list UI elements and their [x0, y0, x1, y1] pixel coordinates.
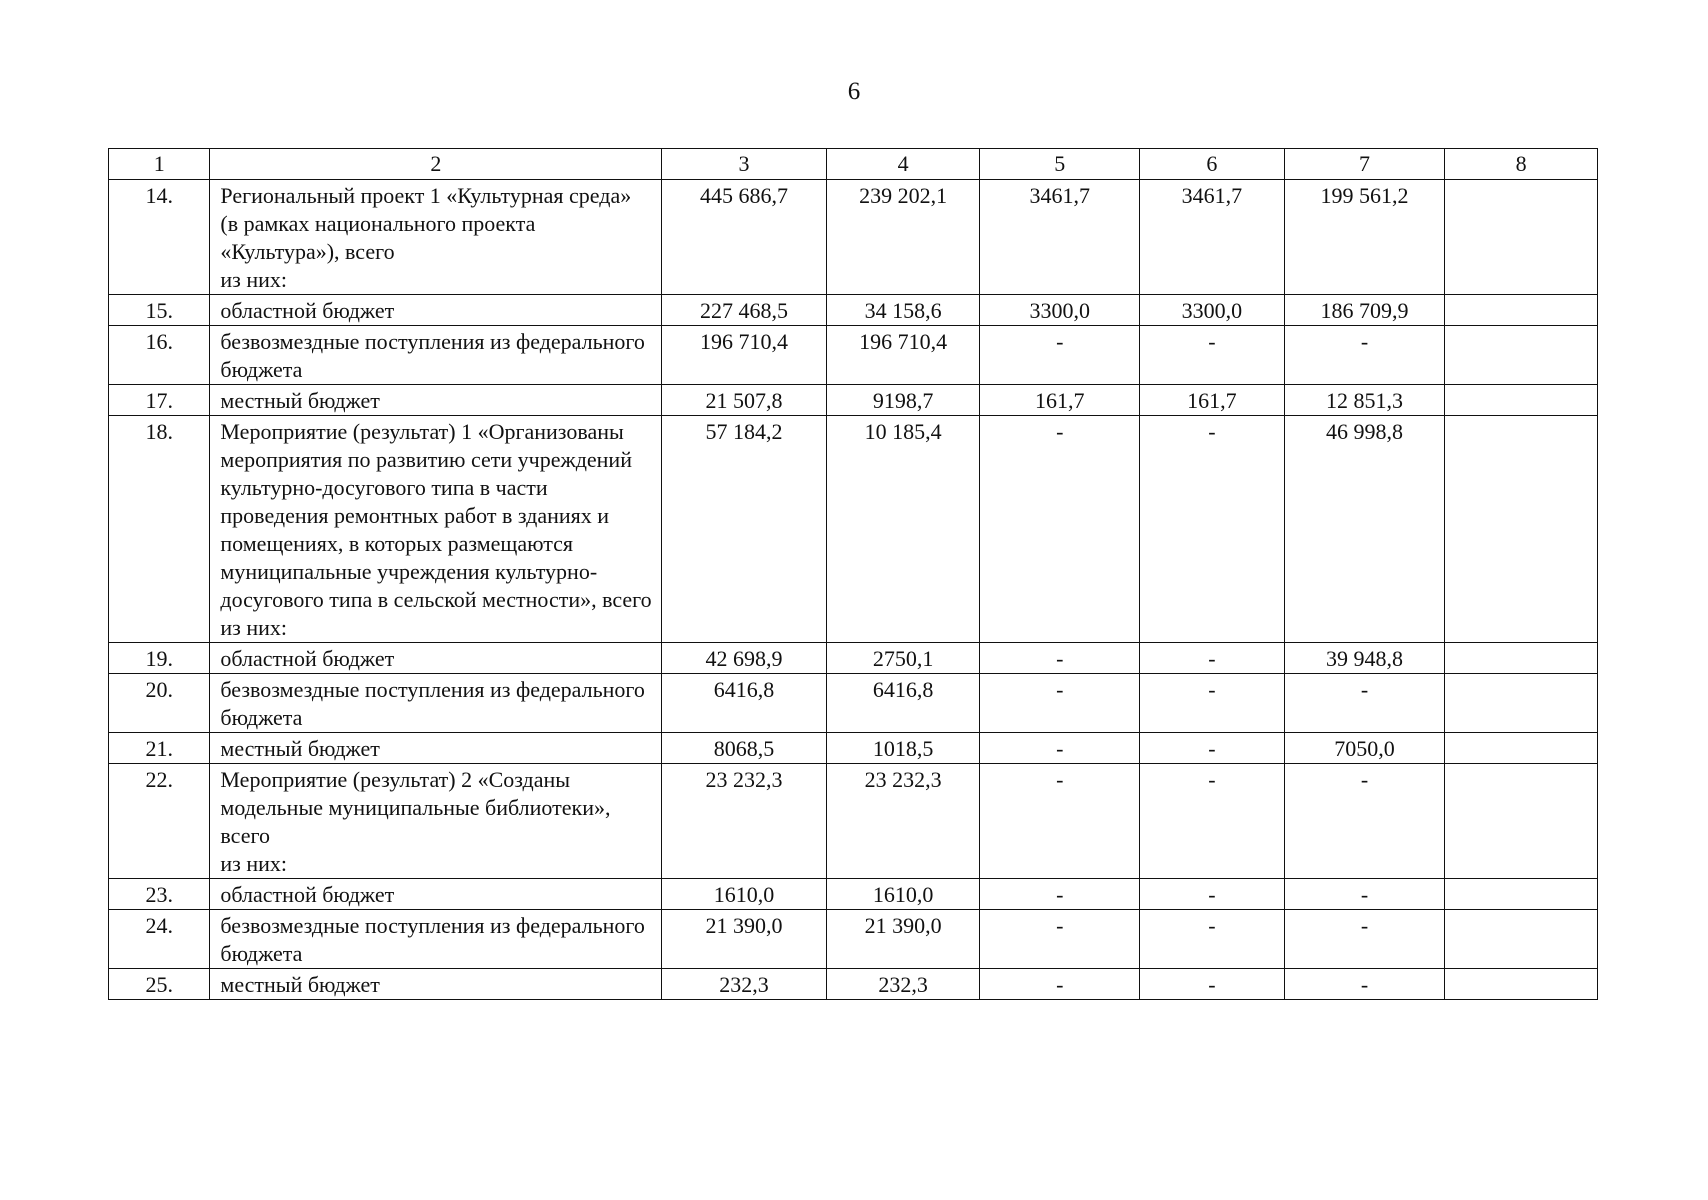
row-number-cell: 25.: [109, 969, 210, 1000]
table-row: [109, 969, 1598, 1000]
item-name-cell: Мероприятие (результат) 1 «Организованы мероприятия по развитию сети учреждений культурно-досугового типа в части проведения ремонтных работ в зданиях и помещениях, в которых размещаются муниципальные учреждения культурно-досугового типа в сельской местности», всего из них:: [210, 416, 662, 643]
col6-value-cell: -: [1140, 674, 1285, 733]
col5-value-cell: -: [980, 416, 1140, 643]
col4-value-cell: 23 232,3: [826, 764, 980, 879]
col3-value-cell: 57 184,2: [662, 416, 827, 643]
col8-value-cell: [1445, 385, 1598, 416]
item-name-cell: местный бюджет: [210, 969, 662, 1000]
col3-value-cell: 23 232,3: [662, 764, 827, 879]
col4-value-cell: 239 202,1: [826, 180, 980, 295]
budget-table: [108, 148, 1598, 1000]
col3-value-cell: 227 468,5: [662, 295, 827, 326]
table-row: [109, 910, 1598, 969]
item-name-cell: областной бюджет: [210, 879, 662, 910]
row-number-cell: 21.: [109, 733, 210, 764]
col8-value-cell: [1445, 643, 1598, 674]
col7-value-cell: -: [1284, 969, 1445, 1000]
col7-value-cell: 12 851,3: [1284, 385, 1445, 416]
table-row: [109, 416, 1598, 643]
col6-value-cell: -: [1140, 879, 1285, 910]
col6-value-cell: -: [1140, 764, 1285, 879]
table-row: [109, 643, 1598, 674]
item-name-cell: безвозмездные поступления из федерального бюджета: [210, 910, 662, 969]
col7-value-cell: -: [1284, 879, 1445, 910]
col8-value-cell: [1445, 910, 1598, 969]
budget-table-body: [109, 149, 1598, 1000]
item-name-cell: местный бюджет: [210, 385, 662, 416]
col7-value-cell: -: [1284, 326, 1445, 385]
row-number-cell: 14.: [109, 180, 210, 295]
col3-value-cell: 21 390,0: [662, 910, 827, 969]
col5-value-cell: -: [980, 910, 1140, 969]
col3-value-cell: 232,3: [662, 969, 827, 1000]
row-number-cell: 23.: [109, 879, 210, 910]
col4-value-cell: 196 710,4: [826, 326, 980, 385]
col4-value-cell: 232,3: [826, 969, 980, 1000]
column-header: 8: [1445, 149, 1598, 180]
item-name-cell: Мероприятие (результат) 2 «Созданы модельные муниципальные библиотеки», всего из них:: [210, 764, 662, 879]
col8-value-cell: [1445, 416, 1598, 643]
col6-value-cell: 3461,7: [1140, 180, 1285, 295]
col7-value-cell: -: [1284, 674, 1445, 733]
item-name-cell: безвозмездные поступления из федерального бюджета: [210, 326, 662, 385]
item-name-cell: областной бюджет: [210, 643, 662, 674]
col8-value-cell: [1445, 674, 1598, 733]
table-row: [109, 180, 1598, 295]
col4-value-cell: 2750,1: [826, 643, 980, 674]
col5-value-cell: -: [980, 674, 1140, 733]
col4-value-cell: 9198,7: [826, 385, 980, 416]
col5-value-cell: 3300,0: [980, 295, 1140, 326]
col3-value-cell: 445 686,7: [662, 180, 827, 295]
col7-value-cell: 186 709,9: [1284, 295, 1445, 326]
col5-value-cell: -: [980, 643, 1140, 674]
col7-value-cell: 199 561,2: [1284, 180, 1445, 295]
col8-value-cell: [1445, 969, 1598, 1000]
row-number-cell: 18.: [109, 416, 210, 643]
col5-value-cell: -: [980, 733, 1140, 764]
col8-value-cell: [1445, 733, 1598, 764]
row-number-cell: 15.: [109, 295, 210, 326]
table-row: [109, 879, 1598, 910]
col7-value-cell: 39 948,8: [1284, 643, 1445, 674]
col3-value-cell: 42 698,9: [662, 643, 827, 674]
row-number-cell: 22.: [109, 764, 210, 879]
col3-value-cell: 21 507,8: [662, 385, 827, 416]
col7-value-cell: 46 998,8: [1284, 416, 1445, 643]
item-name-cell: безвозмездные поступления из федерального бюджета: [210, 674, 662, 733]
col4-value-cell: 34 158,6: [826, 295, 980, 326]
col8-value-cell: [1445, 180, 1598, 295]
col7-value-cell: -: [1284, 764, 1445, 879]
row-number-cell: 17.: [109, 385, 210, 416]
row-number-cell: 24.: [109, 910, 210, 969]
column-header: 7: [1284, 149, 1445, 180]
column-header: 4: [826, 149, 980, 180]
table-row: [109, 326, 1598, 385]
col6-value-cell: -: [1140, 910, 1285, 969]
col4-value-cell: 1018,5: [826, 733, 980, 764]
column-header: 1: [109, 149, 210, 180]
column-header: 3: [662, 149, 827, 180]
col8-value-cell: [1445, 879, 1598, 910]
col7-value-cell: -: [1284, 910, 1445, 969]
row-number-cell: 19.: [109, 643, 210, 674]
col6-value-cell: -: [1140, 643, 1285, 674]
col4-value-cell: 6416,8: [826, 674, 980, 733]
row-number-cell: 16.: [109, 326, 210, 385]
col4-value-cell: 21 390,0: [826, 910, 980, 969]
col3-value-cell: 196 710,4: [662, 326, 827, 385]
col6-value-cell: -: [1140, 733, 1285, 764]
column-number-row: [109, 149, 1598, 180]
col5-value-cell: -: [980, 879, 1140, 910]
item-name-cell: местный бюджет: [210, 733, 662, 764]
table-row: [109, 295, 1598, 326]
page-number: 6: [847, 78, 861, 105]
col5-value-cell: -: [980, 969, 1140, 1000]
col7-value-cell: 7050,0: [1284, 733, 1445, 764]
col6-value-cell: -: [1140, 326, 1285, 385]
item-name-cell: областной бюджет: [210, 295, 662, 326]
col6-value-cell: -: [1140, 969, 1285, 1000]
col4-value-cell: 10 185,4: [826, 416, 980, 643]
col8-value-cell: [1445, 326, 1598, 385]
col3-value-cell: 8068,5: [662, 733, 827, 764]
column-header: 2: [210, 149, 662, 180]
row-number-cell: 20.: [109, 674, 210, 733]
col4-value-cell: 1610,0: [826, 879, 980, 910]
table-row: [109, 385, 1598, 416]
col5-value-cell: -: [980, 326, 1140, 385]
col3-value-cell: 6416,8: [662, 674, 827, 733]
column-header: 5: [980, 149, 1140, 180]
table-row: [109, 733, 1598, 764]
col5-value-cell: 3461,7: [980, 180, 1140, 295]
col3-value-cell: 1610,0: [662, 879, 827, 910]
col6-value-cell: 161,7: [1140, 385, 1285, 416]
table-row: [109, 674, 1598, 733]
col8-value-cell: [1445, 295, 1598, 326]
item-name-cell: Региональный проект 1 «Культурная среда» (в рамках национального проекта «Культура»), всего из них:: [210, 180, 662, 295]
col8-value-cell: [1445, 764, 1598, 879]
col5-value-cell: -: [980, 764, 1140, 879]
col5-value-cell: 161,7: [980, 385, 1140, 416]
column-header: 6: [1140, 149, 1285, 180]
col6-value-cell: 3300,0: [1140, 295, 1285, 326]
table-row: [109, 764, 1598, 879]
col6-value-cell: -: [1140, 416, 1285, 643]
